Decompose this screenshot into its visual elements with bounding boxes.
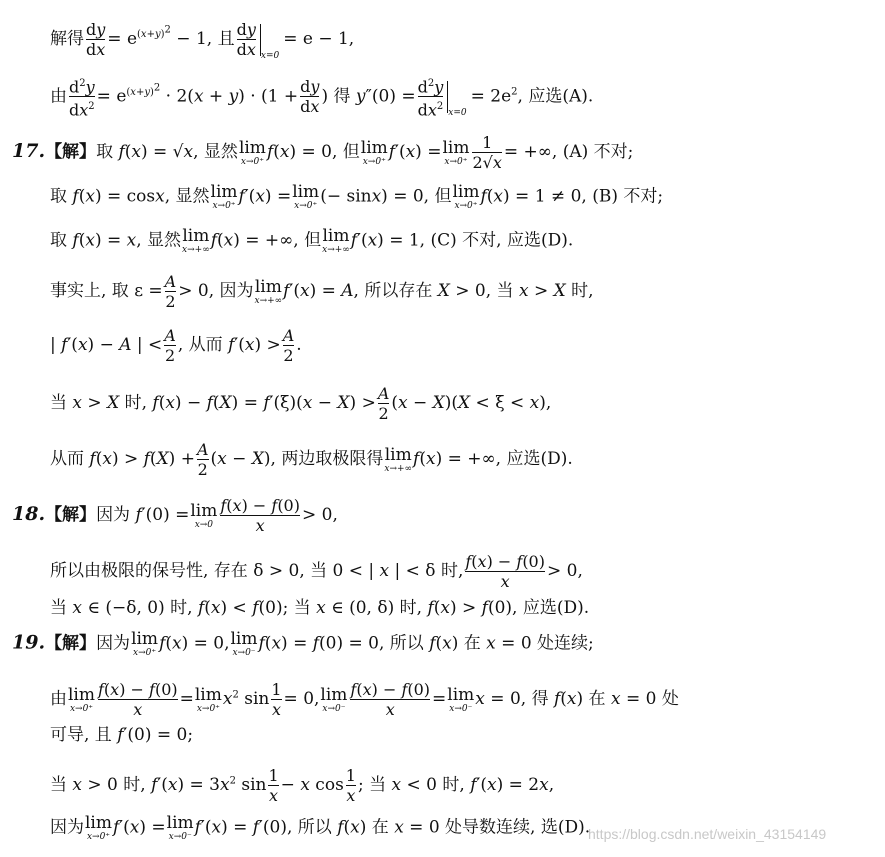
problem-17-line-5: | f′(x) − A | < $\frac{A}{2}$ , 从而 f′(x) > $\frac{A}{2}$ . [50, 326, 302, 365]
problem-17-line-3: 取 f(x) = x, 显然 lim x→+∞ f(x) = +∞, 但 lim x→+∞ f′(x) = 1, (C) 不对, 应选(D). [50, 226, 574, 255]
solution-line-2: 由 $\frac{d^2y}{dx^2}$ = $e^{(x+y)^2} \cdot 2(x + y) \cdot (1$ + $\frac{dy}{dx}$ ) 得 y″(0) = $\frac{d^2y}{dx^2}$ $_{x=0}= 2e^2$, 应选(A). [50, 77, 594, 120]
solution-tag: 【解】 [45, 505, 97, 525]
problem-number: 18. [12, 503, 46, 525]
problem-18-line-2: 所以由极限的保号性, 存在 δ > 0, 当 0 < | x | < δ 时, $\frac{f(x) - f(0)}{x}$ > 0, [50, 552, 583, 591]
problem-19-line-5: 因为 lim x→0⁺ f′(x) = lim x→0⁻ f′(x) = f′(0), 所以 f(x) 在 x = 0 处导数连续, 选(D). [50, 813, 591, 842]
watermark: https://blog.csdn.net/weixin_43154149 [588, 826, 827, 842]
solution-line-1: 解得 $\frac{dy}{dx}$ = $e^{(x+y)^2} - 1$, 且 $\frac{dy}{dx}$ $_{x=0}$= e − 1, [50, 20, 355, 61]
solution-tag: 【解】 [45, 142, 97, 162]
solution-tag: 【解】 [45, 633, 97, 654]
problem-18-line-3: 当 x ∈ (−δ, 0) 时, f(x) < f(0); 当 x ∈ (0, δ) 时, f(x) > f(0), 应选(D). [50, 598, 590, 618]
problem-19-line-4: 当 x > 0 时, $f'(x) = 3x^2$ sin $\frac{1}{x}$ − x cos $\frac{1}{x}$ ; 当 x < 0 时, f′(x) = 2x, [50, 766, 555, 805]
problem-17-line-6: 当 x > X 时, f(x) − f(X) = f′(ξ)(x − X) > $\frac{A}{2}$ (x − X)(X < ξ < x), [50, 384, 552, 423]
problem-19-line-3: 可导, 且 f′(0) = 0; [50, 725, 194, 745]
problem-18-line-1: 18.【解】因为 f′(0) = lim x→0 $\frac{f(x) - f(0)}{x}$ > 0, [12, 496, 338, 535]
problem-17-line-7: 从而 f(x) > f(X) + $\frac{A}{2}$ (x − X), 两边取极限得 lim x→+∞ f(x) = +∞, 应选(D). [50, 440, 573, 479]
problem-17-line-1: 17.【解】取 f(x) = √x, 显然 lim x→0⁺ f(x) = 0, 但 lim x→0⁺ f′(x) = lim x→0⁺ $\frac{1}{2√x}$ = +∞, (A) 不对; [12, 133, 634, 172]
problem-19-line-2: 由 lim x→0⁺ $\frac{f(x) - f(0)}{x}$ = lim x→0⁺ $x^2$ sin $\frac{1}{x}$ = 0, lim x→0⁻ $\frac{f(x) - f(0)}{x}$ = lim x→0⁻ x = 0, 得 f(x) 在 x = 0 处 [50, 680, 679, 719]
problem-number: 17. [12, 140, 46, 162]
problem-number: 19. [12, 631, 46, 654]
problem-19-line-1: 19.【解】因为 lim x→0⁺ f(x) = 0, lim x→0⁻ f(x) = f(0) = 0, 所以 f(x) 在 x = 0 处连续; [12, 629, 594, 658]
problem-17-line-4: 事实上, 取 ε = $\frac{A}{2}$ > 0, 因为 lim x→+∞ f′(x) = A, 所以存在 X > 0, 当 x > X 时, [50, 272, 594, 311]
problem-17-line-2: 取 f(x) = cosx, 显然 lim x→0⁺ f′(x) = lim x→0⁺ (− sinx) = 0, 但 lim x→0⁺ f(x) = 1 ≠ 0, (B) 不对; [50, 182, 664, 211]
